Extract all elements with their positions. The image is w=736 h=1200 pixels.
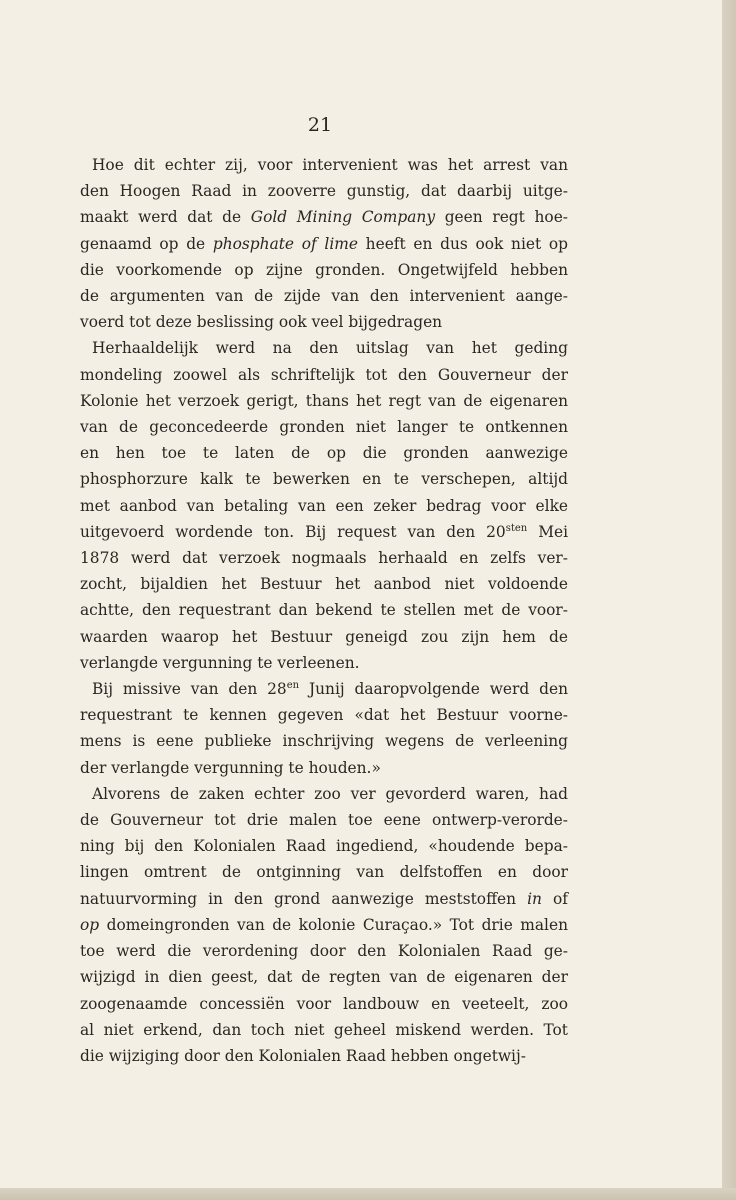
text-line: maakt werd dat de Gold Mining Company geen regt hoe- — [80, 208, 569, 227]
text-line: achtte, den requestrant dan bekend te stellen met de voor- — [80, 601, 568, 620]
text-line: toe werd die verordening door den Kolonialen Raad ge- — [80, 942, 568, 961]
text-line: al niet erkend, dan toch niet geheel miskend werden. Tot — [80, 1020, 568, 1039]
paragraph — [80, 781, 568, 1069]
text-line: die voorkomende op zijne gronden. Ongetwijfeld hebben — [80, 260, 568, 279]
text-line: genaamd op de phosphate of lime heeft en dus ook niet op — [80, 234, 568, 253]
text-line: Herhaaldelijk werd na den uitslag van het geding — [92, 339, 568, 358]
text-line: ning bij den Kolonialen Raad ingediend, «houdende bepa- — [80, 837, 568, 856]
text-line: lingen omtrent de ontginning van delfstoffen en door — [80, 863, 568, 882]
text-line: Kolonie het verzoek gerigt, thans het regt van de eigenaren — [80, 391, 568, 410]
page-edge-bottom — [0, 1188, 736, 1200]
text-line: van de geconcedeerde gronden niet langer te ontkennen — [80, 418, 568, 437]
body-text — [80, 152, 568, 1069]
text-line: uitgevoerd wordende ton. Bij request van den $20^{sten}$ Mei — [80, 522, 568, 541]
text-line: voerd tot deze beslissing ook veel bijgedragen — [80, 313, 443, 332]
text-line: Hoe dit echter zij, voor intervenient was het arrest van — [92, 156, 568, 174]
text-line: 1878 werd dat verzoek nogmaals herhaald en zelfs ver- — [80, 549, 568, 568]
text-line: requestrant te kennen gegeven «dat het Bestuur voorne- — [80, 706, 568, 725]
text-line: der verlangde vergunning te houden.» — [80, 758, 381, 777]
text-line: natuurvorming in den grond aanwezige meststoffen in of — [80, 889, 568, 908]
paragraph — [80, 152, 568, 335]
text-line: mens is eene publieke inschrijving wegens de verleening — [80, 732, 568, 751]
text-line: Bij missive van den $28^{en}$ Junij daaropvolgende werd den — [92, 680, 568, 699]
text-line: mondeling zoowel als schriftelijk tot den Gouverneur der — [80, 365, 568, 384]
text-line: met aanbod van betaling van een zeker bedrag voor elke — [80, 496, 568, 515]
text-line: de Gouverneur tot drie malen toe eene ontwerp-verorde- — [80, 811, 568, 830]
text-line: phosphorzure kalk te bewerken en te verschepen, altijd — [80, 470, 568, 489]
text-line: op domeingronden van de kolonie Curaçao.» Tot drie malen — [80, 915, 568, 934]
text-line: zoogenaamde concessiën voor landbouw en veeteelt, zoo — [80, 994, 568, 1013]
text-line: en hen toe te laten de op die gronden aanwezige — [80, 444, 568, 463]
text-line: de argumenten van de zijde van den intervenient aange- — [80, 287, 568, 306]
page-number: 21 — [307, 114, 333, 136]
page-edge-right — [722, 0, 736, 1200]
text-line: Alvorens de zaken echter zoo ver gevorderd waren, had — [92, 784, 568, 803]
text-line: wijzigd in dien geest, dat de regten van de eigenaren der — [80, 968, 568, 987]
text-line: den Hoogen Raad in zooverre gunstig, dat daarbij uitge- — [80, 182, 568, 201]
text-line: verlangde vergunning te verleenen. — [80, 653, 360, 672]
paragraph — [80, 676, 568, 781]
text-line: waarden waarop het Bestuur geneigd zou zijn hem de — [80, 627, 568, 646]
text-line: die wijziging door den Kolonialen Raad hebben ongetwij- — [80, 1046, 526, 1065]
text-line: zocht, bijaldien het Bestuur het aanbod niet voldoende — [80, 575, 568, 594]
paragraph — [80, 335, 568, 676]
